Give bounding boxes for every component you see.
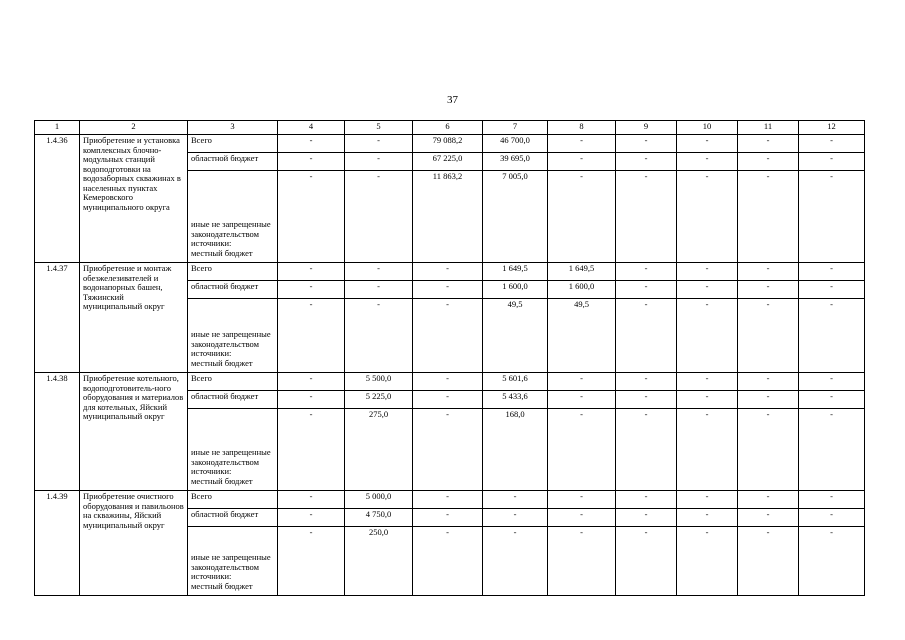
value-cell: 46 700,0 <box>483 135 548 153</box>
funding-source: областной бюджет <box>188 391 278 409</box>
value-cell: 49,5 <box>483 299 548 373</box>
value-cell: - <box>616 299 677 373</box>
value-cell: - <box>677 171 738 263</box>
table-row <box>35 373 865 391</box>
value-cell: - <box>677 527 738 596</box>
value-cell: 5 000,0 <box>345 491 413 509</box>
value-cell: - <box>677 263 738 281</box>
value-cell: - <box>278 171 345 263</box>
value-cell: - <box>548 391 616 409</box>
funding-source: иные не запрещенные законодательством источники: местный бюджет <box>188 527 278 596</box>
value-cell: - <box>616 153 677 171</box>
value-cell: - <box>799 391 865 409</box>
value-cell: 4 750,0 <box>345 509 413 527</box>
value-cell: - <box>799 171 865 263</box>
value-cell: 5 500,0 <box>345 373 413 391</box>
value-cell: - <box>799 153 865 171</box>
value-cell: 168,0 <box>483 409 548 491</box>
value-cell: - <box>278 281 345 299</box>
value-cell: - <box>799 491 865 509</box>
column-header: 12 <box>799 121 865 135</box>
value-cell: - <box>738 373 799 391</box>
value-cell: - <box>483 491 548 509</box>
value-cell: - <box>738 299 799 373</box>
value-cell: - <box>677 135 738 153</box>
table-row <box>35 135 865 153</box>
value-cell: 5 433,6 <box>483 391 548 409</box>
value-cell: - <box>677 391 738 409</box>
item-code: 1.4.38 <box>35 373 80 491</box>
value-cell: - <box>548 135 616 153</box>
value-cell: - <box>413 527 483 596</box>
value-cell: - <box>799 527 865 596</box>
value-cell: 1 649,5 <box>548 263 616 281</box>
value-cell: - <box>616 509 677 527</box>
column-header: 7 <box>483 121 548 135</box>
value-cell: 275,0 <box>345 409 413 491</box>
table-row <box>35 491 865 509</box>
value-cell: - <box>799 299 865 373</box>
value-cell: 11 863,2 <box>413 171 483 263</box>
value-cell: 79 088,2 <box>413 135 483 153</box>
value-cell: 1 600,0 <box>548 281 616 299</box>
value-cell: - <box>548 527 616 596</box>
value-cell: - <box>616 491 677 509</box>
item-code: 1.4.39 <box>35 491 80 596</box>
value-cell: - <box>345 281 413 299</box>
funding-source: Всего <box>188 135 278 153</box>
value-cell: - <box>548 153 616 171</box>
value-cell: - <box>345 263 413 281</box>
value-cell: - <box>413 281 483 299</box>
value-cell: 67 225,0 <box>413 153 483 171</box>
value-cell: - <box>548 509 616 527</box>
value-cell: - <box>616 409 677 491</box>
item-code: 1.4.37 <box>35 263 80 373</box>
value-cell: - <box>799 509 865 527</box>
value-cell: - <box>677 153 738 171</box>
value-cell: - <box>413 263 483 281</box>
column-header: 11 <box>738 121 799 135</box>
table-row <box>35 263 865 281</box>
column-header: 3 <box>188 121 278 135</box>
column-header: 8 <box>548 121 616 135</box>
funding-source: областной бюджет <box>188 509 278 527</box>
item-name: Приобретение и монтаж обезжелезивателей и водонапорных башен, Тяжинский муниципальный округ <box>80 263 188 373</box>
value-cell: 5 601,6 <box>483 373 548 391</box>
value-cell: 7 005,0 <box>483 171 548 263</box>
value-cell: - <box>278 153 345 171</box>
value-cell: - <box>278 135 345 153</box>
value-cell: - <box>677 491 738 509</box>
value-cell: - <box>278 373 345 391</box>
header-row <box>35 121 865 135</box>
value-cell: 250,0 <box>345 527 413 596</box>
item-name: Приобретение очистного оборудования и павильонов на скважины, Яйский муниципальный округ <box>80 491 188 596</box>
column-header: 5 <box>345 121 413 135</box>
value-cell: - <box>738 135 799 153</box>
value-cell: - <box>413 409 483 491</box>
value-cell: - <box>345 135 413 153</box>
value-cell: - <box>345 171 413 263</box>
funding-source: иные не запрещенные законодательством источники: местный бюджет <box>188 171 278 263</box>
value-cell: - <box>738 491 799 509</box>
value-cell: - <box>677 509 738 527</box>
value-cell: - <box>483 527 548 596</box>
value-cell: - <box>677 281 738 299</box>
value-cell: - <box>413 299 483 373</box>
value-cell: - <box>738 509 799 527</box>
value-cell: - <box>278 299 345 373</box>
value-cell: - <box>548 409 616 491</box>
value-cell: - <box>738 171 799 263</box>
value-cell: - <box>278 491 345 509</box>
value-cell: - <box>278 409 345 491</box>
value-cell: - <box>548 491 616 509</box>
value-cell: - <box>616 171 677 263</box>
value-cell: 1 600,0 <box>483 281 548 299</box>
value-cell: - <box>799 281 865 299</box>
value-cell: 1 649,5 <box>483 263 548 281</box>
funding-source: иные не запрещенные законодательством источники: местный бюджет <box>188 299 278 373</box>
funding-source: областной бюджет <box>188 281 278 299</box>
value-cell: 49,5 <box>548 299 616 373</box>
column-header: 1 <box>35 121 80 135</box>
value-cell: - <box>616 391 677 409</box>
value-cell: 5 225,0 <box>345 391 413 409</box>
value-cell: - <box>738 391 799 409</box>
value-cell: - <box>738 263 799 281</box>
value-cell: - <box>616 373 677 391</box>
column-header: 4 <box>278 121 345 135</box>
value-cell: - <box>799 409 865 491</box>
column-header: 2 <box>80 121 188 135</box>
value-cell: - <box>799 135 865 153</box>
value-cell: - <box>616 281 677 299</box>
value-cell: - <box>413 391 483 409</box>
value-cell: - <box>278 391 345 409</box>
value-cell: - <box>278 509 345 527</box>
value-cell: - <box>799 373 865 391</box>
funding-source: областной бюджет <box>188 153 278 171</box>
value-cell: - <box>548 373 616 391</box>
value-cell: - <box>677 409 738 491</box>
value-cell: - <box>413 509 483 527</box>
value-cell: - <box>799 263 865 281</box>
value-cell: - <box>616 263 677 281</box>
value-cell: 39 695,0 <box>483 153 548 171</box>
item-code: 1.4.36 <box>35 135 80 263</box>
value-cell: - <box>413 373 483 391</box>
funding-source: иные не запрещенные законодательством источники: местный бюджет <box>188 409 278 491</box>
value-cell: - <box>345 299 413 373</box>
column-header: 9 <box>616 121 677 135</box>
budget-table <box>34 120 865 596</box>
funding-source: Всего <box>188 491 278 509</box>
item-name: Приобретение котельного, водоподготовитель-ного оборудования и материалов для котельных, Яйский муниципальный округ <box>80 373 188 491</box>
value-cell: - <box>278 527 345 596</box>
value-cell: - <box>616 527 677 596</box>
value-cell: - <box>548 171 616 263</box>
value-cell: - <box>616 135 677 153</box>
table-header <box>35 121 865 135</box>
funding-source: Всего <box>188 263 278 281</box>
value-cell: - <box>677 373 738 391</box>
value-cell: - <box>413 491 483 509</box>
item-name: Приобретение и установка комплексных блочно-модульных станций водоподготовки на водозаборных скважинах в населенных пунктах Кемеровского муниципального округа <box>80 135 188 263</box>
value-cell: - <box>738 153 799 171</box>
page-number: 37 <box>447 94 458 106</box>
value-cell: - <box>738 527 799 596</box>
value-cell: - <box>345 153 413 171</box>
value-cell: - <box>738 409 799 491</box>
funding-source: Всего <box>188 373 278 391</box>
value-cell: - <box>483 509 548 527</box>
table-body <box>35 135 865 596</box>
column-header: 10 <box>677 121 738 135</box>
value-cell: - <box>278 263 345 281</box>
column-header: 6 <box>413 121 483 135</box>
value-cell: - <box>677 299 738 373</box>
value-cell: - <box>738 281 799 299</box>
